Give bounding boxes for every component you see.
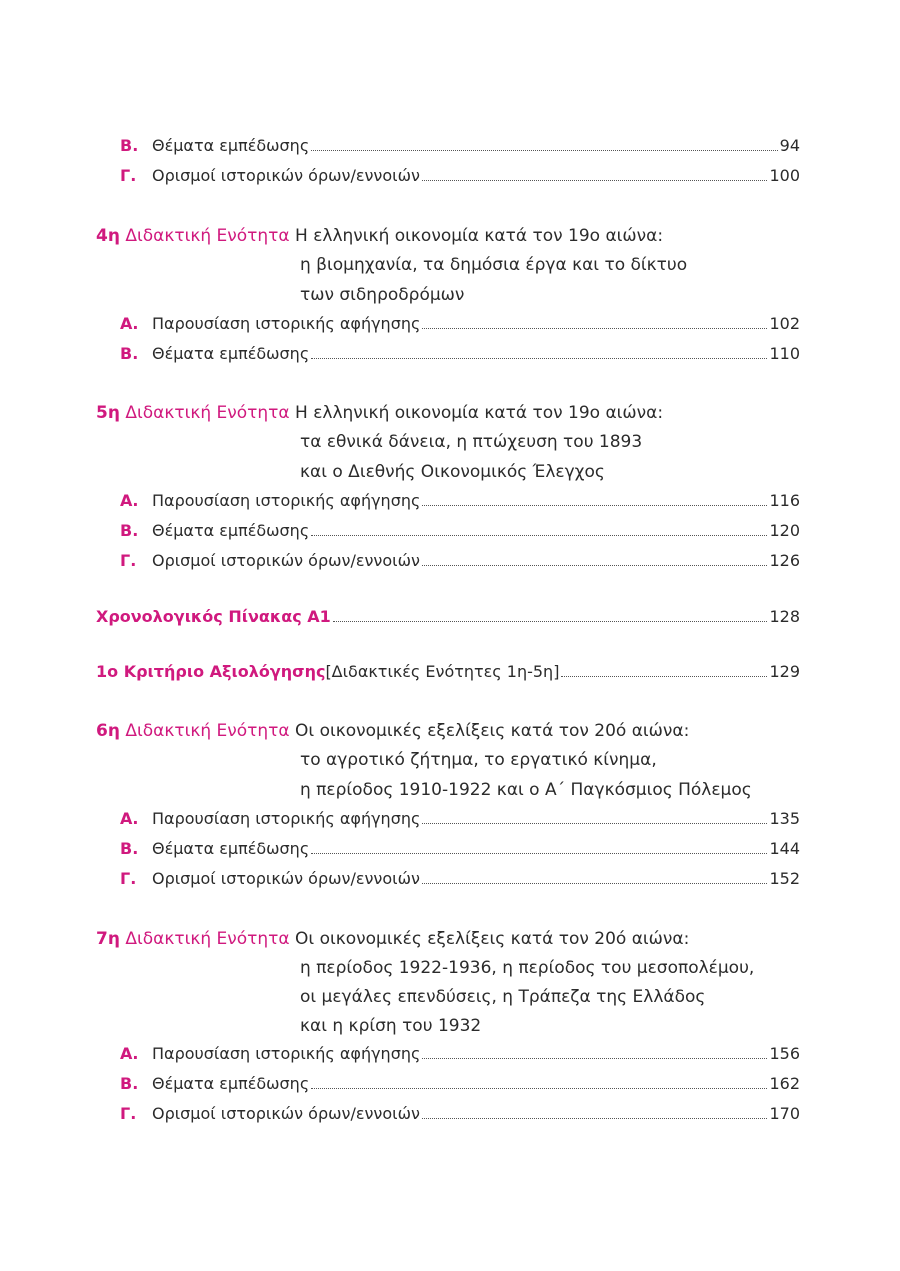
entry-letter: Β. xyxy=(120,839,139,858)
entry-title: Παρουσίαση ιστορικής αφήγησης xyxy=(152,314,421,333)
entry-letter: Γ. xyxy=(120,551,137,570)
toc-entry-criterion[interactable] xyxy=(96,660,800,684)
entry-letter: Α. xyxy=(120,1044,139,1063)
entry-title: Ορισμοί ιστορικών όρων/εννοιών xyxy=(152,166,420,185)
unit-title-line: Οι οικονομικές εξελίξεις κατά τον 20ό αιώνα: xyxy=(295,721,690,741)
dot-leader xyxy=(422,867,768,884)
entry-letter: Β. xyxy=(120,521,139,540)
toc-entry[interactable] xyxy=(120,134,800,158)
entry-page: 116 xyxy=(769,491,800,510)
toc-entry[interactable] xyxy=(120,867,800,891)
dot-leader xyxy=(422,164,768,181)
toc-entry[interactable] xyxy=(120,1042,800,1066)
toc-entry[interactable] xyxy=(120,837,800,861)
dot-leader xyxy=(333,605,768,622)
entry-page: 102 xyxy=(769,314,800,333)
toc-entry[interactable] xyxy=(120,312,800,336)
entry-letter: Α. xyxy=(120,314,139,333)
unit-heading[interactable] xyxy=(96,925,689,953)
dot-leader xyxy=(311,519,767,536)
entry-title: Θέματα εμπέδωσης xyxy=(152,1074,310,1093)
toc-entry[interactable] xyxy=(120,164,800,188)
unit-title-line: και ο Διεθνής Οικονομικός Έλεγχος xyxy=(300,462,605,482)
unit-label xyxy=(96,226,290,246)
unit-number: 5η xyxy=(96,403,120,423)
unit-heading[interactable] xyxy=(96,717,689,745)
entry-title: Θέματα εμπέδωσης xyxy=(152,839,310,858)
dot-leader xyxy=(422,312,767,329)
entry-page: 120 xyxy=(769,521,800,540)
dot-leader xyxy=(422,1042,767,1059)
entry-title: Ορισμοί ιστορικών όρων/εννοιών xyxy=(152,1104,420,1123)
entry-letter: Β. xyxy=(120,136,139,155)
unit-title-line: Η ελληνική οικονομία κατά τον 19ο αιώνα: xyxy=(295,403,664,423)
unit-label xyxy=(96,721,290,741)
dot-leader xyxy=(422,549,768,566)
dot-leader xyxy=(422,807,767,824)
entry-page: 128 xyxy=(769,607,800,626)
criterion-label: 1ο Κριτήριο Αξιολόγησης xyxy=(96,662,326,681)
unit-title-line: των σιδηροδρόμων xyxy=(300,285,465,305)
entry-title: Παρουσίαση ιστορικής αφήγησης xyxy=(152,491,421,510)
unit-number: 7η xyxy=(96,929,120,949)
dot-leader xyxy=(311,134,777,151)
entry-title: Θέματα εμπέδωσης xyxy=(152,344,310,363)
unit-heading[interactable] xyxy=(96,399,663,427)
criterion-extra: [Διδακτικές Ενότητες 1η-5η] xyxy=(325,662,560,681)
entry-page: 94 xyxy=(779,136,800,155)
dot-leader xyxy=(422,1102,768,1119)
dot-leader xyxy=(561,660,767,677)
unit-label xyxy=(96,929,290,949)
entry-letter: Α. xyxy=(120,491,139,510)
unit-title-line: τα εθνικά δάνεια, η πτώχευση του 1893 xyxy=(300,432,643,452)
entry-page: 152 xyxy=(769,869,800,888)
unit-title-line: οι μεγάλες επενδύσεις, η Τράπεζα της Ελλάδος xyxy=(300,987,706,1007)
unit-number: 6η xyxy=(96,721,120,741)
entry-letter: Β. xyxy=(120,1074,139,1093)
toc-entry-chronology[interactable] xyxy=(96,605,800,629)
entry-page: 170 xyxy=(769,1104,800,1123)
entry-title: Θέματα εμπέδωσης xyxy=(152,136,310,155)
chronology-label: Χρονολογικός Πίνακας Α1 xyxy=(96,607,331,626)
unit-label-text: Διδακτική Ενότητα xyxy=(125,929,290,949)
unit-number: 4η xyxy=(96,226,120,246)
unit-title-line: η περίοδος 1922-1936, η περίοδος του μεσοπολέμου, xyxy=(300,958,755,978)
entry-title: Παρουσίαση ιστορικής αφήγησης xyxy=(152,1044,421,1063)
unit-title-line: η περίοδος 1910-1922 και ο Α΄ Παγκόσμιος Πόλεμος xyxy=(300,780,752,800)
entry-page: 144 xyxy=(769,839,800,858)
toc-entry[interactable] xyxy=(120,549,800,573)
dot-leader xyxy=(311,837,767,854)
entry-title: Θέματα εμπέδωσης xyxy=(152,521,310,540)
unit-title-line: Η ελληνική οικονομία κατά τον 19ο αιώνα: xyxy=(295,226,664,246)
entry-page: 156 xyxy=(769,1044,800,1063)
entry-page: 129 xyxy=(769,662,800,681)
unit-title-line: η βιομηχανία, τα δημόσια έργα και το δίκτυο xyxy=(300,255,688,275)
unit-label-text: Διδακτική Ενότητα xyxy=(125,403,290,423)
toc-entry[interactable] xyxy=(120,342,800,366)
toc-entry[interactable] xyxy=(120,519,800,543)
toc-entry[interactable] xyxy=(120,1102,800,1126)
unit-heading[interactable] xyxy=(96,222,663,250)
unit-title-line: Οι οικονομικές εξελίξεις κατά τον 20ό αιώνα: xyxy=(295,929,690,949)
unit-title-line: και η κρίση του 1932 xyxy=(300,1016,482,1036)
dot-leader xyxy=(422,489,767,506)
dot-leader xyxy=(311,1072,767,1089)
unit-label-text: Διδακτική Ενότητα xyxy=(125,721,290,741)
entry-page: 100 xyxy=(769,166,800,185)
unit-title-line: το αγροτικό ζήτημα, το εργατικό κίνημα, xyxy=(300,750,657,770)
entry-page: 162 xyxy=(769,1074,800,1093)
entry-page: 126 xyxy=(769,551,800,570)
dot-leader xyxy=(311,342,767,359)
entry-letter: Α. xyxy=(120,809,139,828)
toc-entry[interactable] xyxy=(120,489,800,513)
unit-label-text: Διδακτική Ενότητα xyxy=(125,226,290,246)
entry-title: Παρουσίαση ιστορικής αφήγησης xyxy=(152,809,421,828)
entry-letter: Γ. xyxy=(120,1104,137,1123)
entry-letter: Β. xyxy=(120,344,139,363)
entry-letter: Γ. xyxy=(120,166,137,185)
toc-entry[interactable] xyxy=(120,807,800,831)
entry-letter: Γ. xyxy=(120,869,137,888)
unit-label xyxy=(96,403,290,423)
entry-page: 110 xyxy=(769,344,800,363)
entry-title: Ορισμοί ιστορικών όρων/εννοιών xyxy=(152,869,420,888)
entry-title: Ορισμοί ιστορικών όρων/εννοιών xyxy=(152,551,420,570)
entry-page: 135 xyxy=(769,809,800,828)
toc-entry[interactable] xyxy=(120,1072,800,1096)
